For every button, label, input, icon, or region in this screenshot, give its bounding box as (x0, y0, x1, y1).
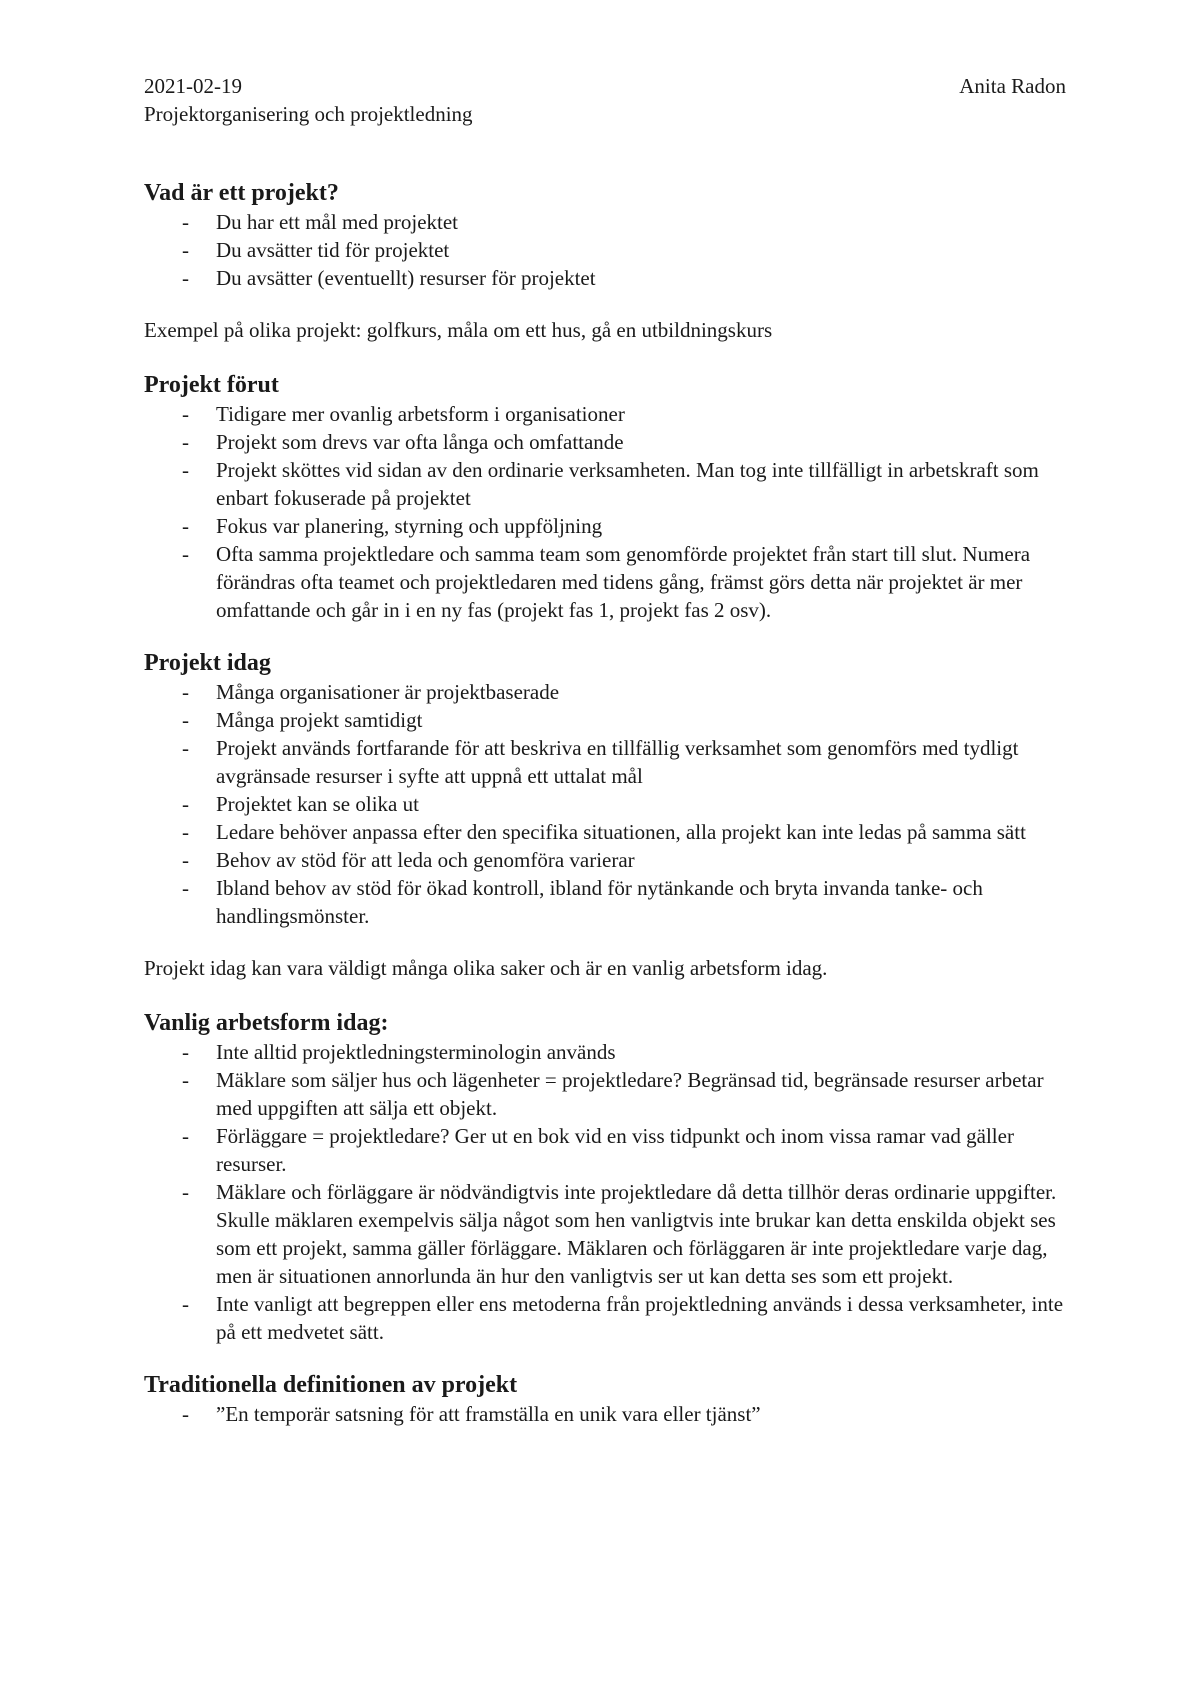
bullet-list (144, 1038, 1066, 1346)
list-item: - Du avsätter (eventuellt) resurser för projektet (182, 266, 596, 290)
section-heading: Projekt förut (144, 372, 279, 398)
list-item: - Förläggare = projektledare? Ger ut en bok vid en viss tidpunkt och inom vissa ramar vad gäller resurser. (182, 1124, 1014, 1176)
paragraph: Projekt idag kan vara väldigt många olika saker och är en vanlig arbetsform idag. (144, 956, 828, 980)
bullet-dash: - (182, 820, 189, 844)
list-item: - Mäklare som säljer hus och lägenheter = projektledare? Begränsad tid, begränsade resurser arbetar med uppgiften att sälja ett objekt. (182, 1068, 1044, 1120)
bullet-dash: - (182, 514, 189, 538)
list-item: - Projektet kan se olika ut (182, 792, 419, 816)
section-heading: Traditionella definitionen av projekt (144, 1372, 518, 1398)
bullet-dash: - (182, 792, 189, 816)
section-heading: Vad är ett projekt? (144, 180, 339, 206)
bullet-dash: - (182, 680, 189, 704)
list-item: - Fokus var planering, styrning och uppföljning (182, 514, 603, 538)
list-item: - Ofta samma projektledare och samma team som genomförde projektet från start till slut. Numera förändras ofta teamet och projektledaren med tidens gång, främst görs detta när projektet är mer omfattande och går in i en ny fas (projekt fas 1, projekt fas 2 osv). (182, 542, 1031, 622)
bullet-dash: - (182, 708, 189, 732)
list-item: - Projekt som drevs var ofta långa och omfattande (182, 430, 624, 454)
list-item: - Inte alltid projektledningsterminologin används (182, 1040, 616, 1064)
document-body (144, 178, 1066, 1428)
list-item: - Projekt sköttes vid sidan av den ordinarie verksamheten. Man tog inte tillfälligt in arbetskraft som enbart fokuserade på projektet (182, 458, 1039, 510)
bullet-dash: - (182, 848, 189, 872)
list-item: - Många organisationer är projektbaserade (182, 680, 560, 704)
list-item: - ”En temporär satsning för att framställa en unik vara eller tjänst” (182, 1402, 761, 1426)
bullet-dash: - (182, 876, 189, 900)
list-item: - Tidigare mer ovanlig arbetsform i organisationer (182, 402, 625, 426)
list-item: - Inte vanligt att begreppen eller ens metoderna från projektledning används i dessa verksamheter, inte på ett medvetet sätt. (182, 1292, 1064, 1344)
bullet-list (144, 1400, 1066, 1428)
header-author: Anita Radon (959, 74, 1066, 98)
bullet-dash: - (182, 266, 189, 290)
bullet-dash: - (182, 238, 189, 262)
bullet-dash: - (182, 402, 189, 426)
list-item: - Projekt används fortfarande för att beskriva en tillfällig verksamhet som genomförs med tydligt avgränsade resurser i syfte att uppnå ett uttalat mål (182, 736, 1019, 788)
list-item: - Ibland behov av stöd för ökad kontroll, ibland för nytänkande och bryta invanda tanke- och handlingsmönster. (182, 876, 983, 928)
bullet-dash: - (182, 542, 189, 566)
bullet-dash: - (182, 458, 189, 482)
list-item: - Mäklare och förläggare är nödvändigtvis inte projektledare då detta tillhör deras ordinarie uppgifter. Skulle mäklaren exempelvis sälja något som hen vanligtvis inte brukar kan detta enskilda objekt ses som ett projekt, samma gäller förläggare. Mäklaren och förläggaren är inte projektledare varje dag, men är situationen annorlunda än hur den vanligtvis ser ut kan detta ses som ett projekt. (182, 1180, 1057, 1288)
bullet-dash: - (182, 1040, 189, 1064)
header-date: 2021-02-19 (144, 74, 242, 98)
document-header (144, 72, 1066, 128)
bullet-dash: - (182, 1180, 189, 1204)
list-item: - Du har ett mål med projektet (182, 210, 459, 234)
section-heading: Projekt idag (144, 650, 271, 676)
bullet-list (144, 678, 1066, 930)
bullet-dash: - (182, 736, 189, 760)
list-item: - Du avsätter tid för projektet (182, 238, 450, 262)
paragraph: Exempel på olika projekt: golfkurs, måla om ett hus, gå en utbildningskurs (144, 318, 773, 342)
bullet-dash: - (182, 1068, 189, 1092)
bullet-dash: - (182, 430, 189, 454)
list-item: - Många projekt samtidigt (182, 708, 423, 732)
bullet-dash: - (182, 1292, 189, 1316)
section-heading: Vanlig arbetsform idag: (144, 1010, 389, 1036)
list-item: - Behov av stöd för att leda och genomföra varierar (182, 848, 635, 872)
header-row (144, 72, 1066, 100)
list-item: - Ledare behöver anpassa efter den specifika situationen, alla projekt kan inte ledas på samma sätt (182, 820, 1026, 844)
header-course: Projektorganisering och projektledning (144, 102, 473, 126)
bullet-dash: - (182, 210, 189, 234)
bullet-dash: - (182, 1124, 189, 1148)
bullet-list (144, 400, 1066, 624)
bullet-list (144, 208, 1066, 292)
bullet-dash: - (182, 1402, 189, 1426)
